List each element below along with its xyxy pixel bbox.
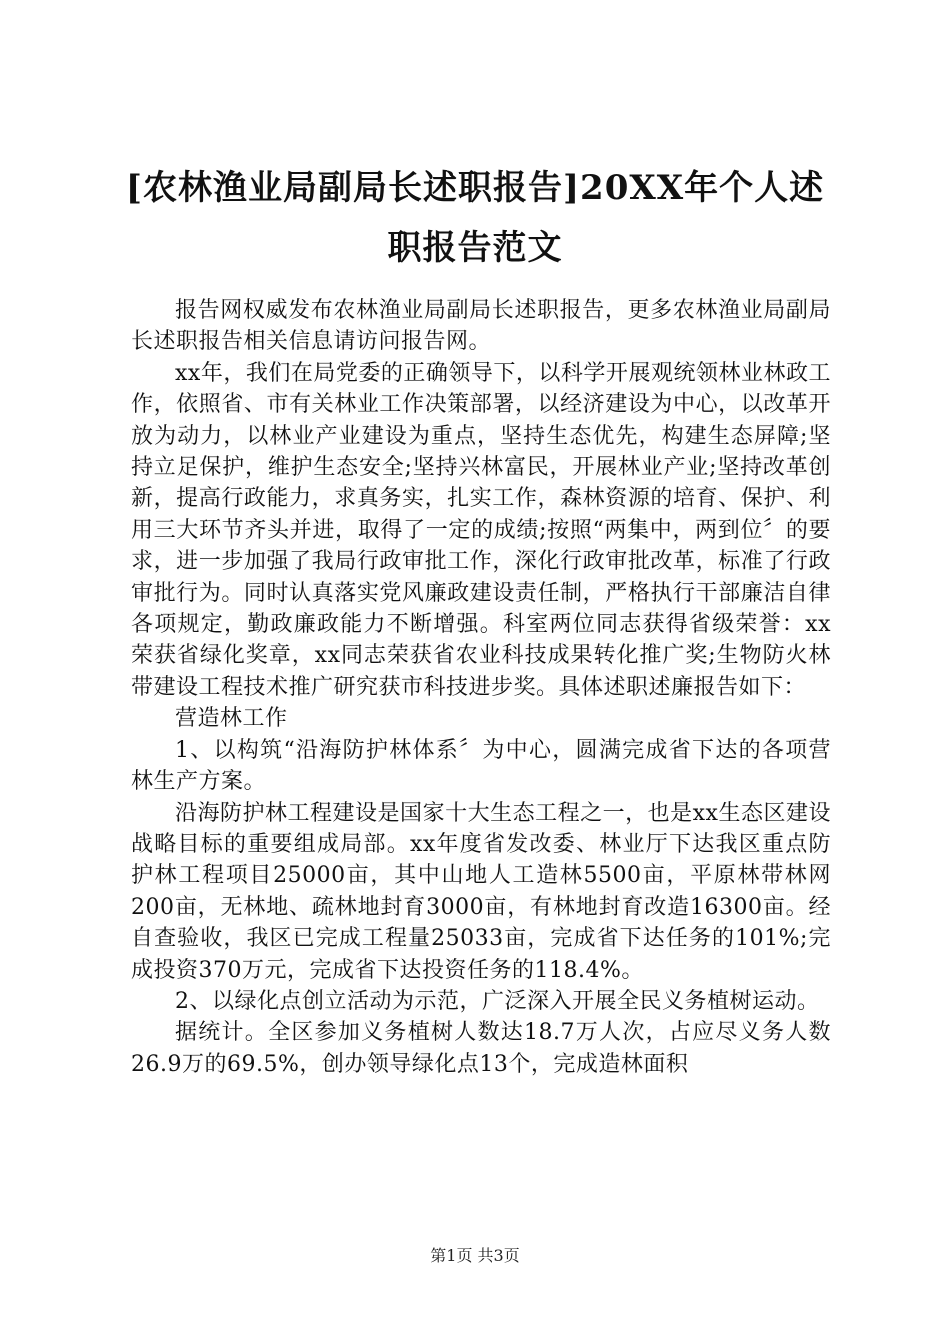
- paragraph-item-1: 1、以构筑“沿海防护林体系〞为中心，圆满完成省下达的各项营林生产方案。: [131, 737, 831, 795]
- paragraph-coastal: 沿海防护林工程建设是国家十大生态工程之一，也是xx生态区建设战略目标的重要组成局部。xx年度省发改委、林业厅下达我区重点防护林工程项目25000亩，其中山地人工造林5500亩，平原林带林网200亩，无林地、疏林地封育3000亩，有林地封育改造16300亩。经自查验收，我区已完成工程量25033亩，完成省下达任务的101%;完成投资370万元，完成省下达投资任务的118.4%。: [131, 800, 831, 983]
- paragraph-intro: 报告网权威发布农林渔业局副局长述职报告，更多农林渔业局副局长述职报告相关信息请访问报告网。: [131, 298, 831, 355]
- paragraph-item-2: 2、以绿化点创立活动为示范，广泛深入开展全民义务植树运动。: [175, 988, 820, 1014]
- document-title-line-1: [农林渔业局副局长述职报告]20XX年个人述: [125, 168, 825, 208]
- page-footer: 第1页 共3页: [430, 1246, 520, 1265]
- paragraph-summary: xx年，我们在局党委的正确领导下，以科学开展观统领林业林政工作，依照省、市有关林业工作决策部署，以经济建设为中心，以改革开放为动力，以林业产业建设为重点，坚持生态优先，构建生态屏障;坚持立足保护，维护生态安全;坚持兴林富民，开展林业产业;坚持改革创新，提高行政能力，求真务实，扎实工作，森林资源的培育、保护、利用三大环节齐头并进，取得了一定的成绩;按照“两集中，两到位〞的要求，进一步加强了我局行政审批工作，深化行政审批改革，标准了行政审批行为。同时认真落实党风廉政建设责任制，严格执行干部廉洁自律各项规定，勤政廉政能力不断增强。科室两位同志获得省级荣誉：xx荣获省绿化奖章，xx同志荣获省农业科技成果转化推广奖;生物防火林带建设工程技术推广研究获市科技进步奖。具体述职述廉报告如下：: [131, 360, 831, 700]
- document-body: [131, 295, 831, 1080]
- document-title-line-2: 职报告范文: [387, 228, 563, 268]
- paragraph-statistics: 据统计。全区参加义务植树人数达18.7万人次，占应尽义务人数26.9万的69.5%，创办领导绿化点13个，完成造林面积: [131, 1020, 831, 1077]
- section-heading: 营造林工作: [175, 706, 288, 732]
